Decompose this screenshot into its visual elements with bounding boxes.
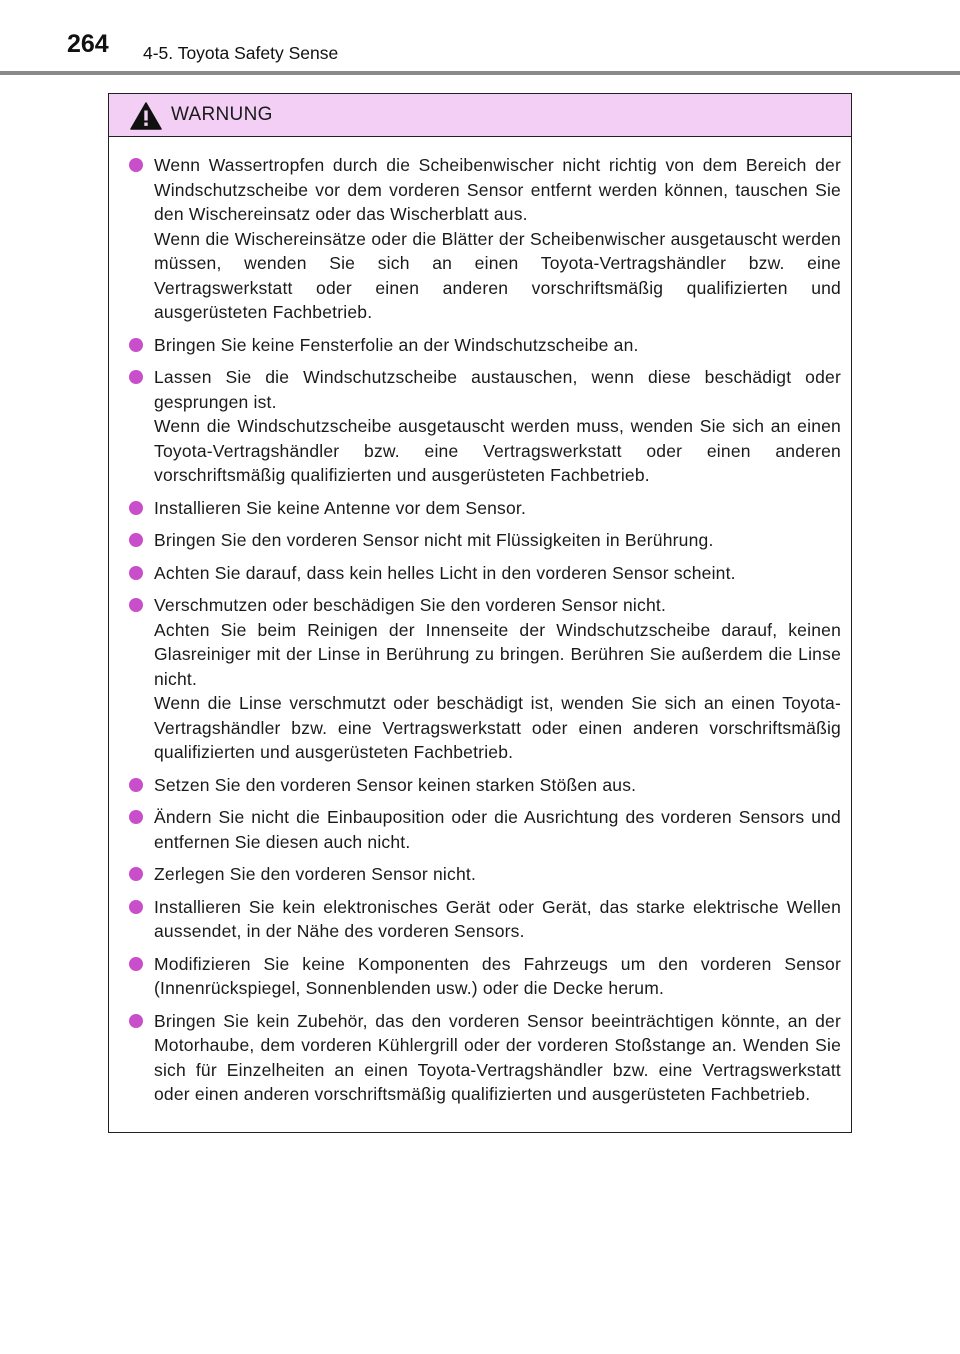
warning-triangle-icon <box>130 102 162 130</box>
warning-title: WARNUNG <box>171 104 273 125</box>
warning-item-text: Wenn die Wischereinsätze oder die Blätter der Scheibenwischer ausgetauscht werden müssen, wenden Sie sich an einen Toyota-Vertragshändler bzw. eine Vertragswerkstatt oder einen anderen vorschriftsmäßig qualifizierten und ausgerüsteten Fachbetrieb. <box>154 228 841 322</box>
warning-item-text: Installieren Sie keine Antenne vor dem Sensor. <box>154 497 527 518</box>
bullet-icon <box>129 810 143 824</box>
bullet-icon <box>129 1014 143 1028</box>
bullet-icon <box>129 867 143 881</box>
warning-item-text: Bringen Sie keine Fensterfolie an der Windschutzscheibe an. <box>154 334 639 355</box>
warning-item-text: Wenn die Windschutzscheibe ausgetauscht werden muss, wenden Sie sich an einen Toyota-Vertragshändler bzw. eine Vertragswerkstatt oder einen anderen vorschriftsmäßig qualifizierten und ausgerüsteten Fachbetrieb. <box>154 416 841 485</box>
warning-item-text: Bringen Sie den vorderen Sensor nicht mit Flüssigkeiten in Berührung. <box>154 530 714 550</box>
warning-item <box>129 333 841 358</box>
warning-item-text: Achten Sie darauf, dass kein helles Licht in den vorderen Sensor scheint. <box>154 562 736 583</box>
warning-item <box>129 153 841 325</box>
warning-item-text: Setzen Sie den vorderen Sensor keinen starken Stößen aus. <box>154 774 637 795</box>
page-header <box>0 0 960 76</box>
warning-box <box>108 93 852 1133</box>
warning-item-text: Bringen Sie kein Zubehör, das den vorderen Sensor beeinträchtigen könnte, an der Motorhaube, dem vorderen Kühlergrill oder der vorderen Stoßstange an. Wenden Sie sich für Einzelheiten an einen Toyota-Vertragshändler bzw. eine Vertragswerkstatt oder einen anderen vorschriftsmäßig qualifizierten und ausgerüsteten Fachbetrieb. <box>154 1010 841 1104</box>
warning-item <box>129 365 841 488</box>
bullet-icon <box>129 598 143 612</box>
warning-item-text: Installieren Sie kein elektronisches Gerät oder Gerät, das starke elektrische Wellen aussendet, in der Nähe des vorderen Sensors. <box>154 896 841 941</box>
bullet-icon <box>129 957 143 971</box>
bullet-icon <box>129 900 143 914</box>
header-rule <box>0 71 960 75</box>
warning-item <box>129 773 841 798</box>
bullet-icon <box>129 533 143 547</box>
warning-item-text: Modifizieren Sie keine Komponenten des Fahrzeugs um den vorderen Sensor (Innenrückspiegel, Sonnenblenden usw.) oder die Decke herum. <box>154 953 841 998</box>
warning-item-text: Wenn Wassertropfen durch die Scheibenwischer nicht richtig von dem Bereich der Windschutzscheibe vor dem vorderen Sensor entfernt werden können, tauschen Sie den Wischereinsatz oder das Wischerblatt aus. <box>154 155 841 224</box>
warning-item <box>129 496 841 521</box>
warning-item-text: Lassen Sie die Windschutzscheibe austauschen, wenn diese beschädigt oder gesprungen ist. <box>154 367 841 412</box>
warning-item <box>129 805 841 854</box>
bullet-icon <box>129 566 143 580</box>
warning-item <box>129 528 841 553</box>
warning-item-text: Ändern Sie nicht die Einbauposition oder die Ausrichtung des vorderen Sensors und entfernen Sie diesen auch nicht. <box>154 807 841 852</box>
warning-item <box>129 862 841 887</box>
warning-item-text: Achten Sie beim Reinigen der Innenseite der Windschutzscheibe darauf, keinen Glasreiniger mit der Linse in Berührung zu bringen. Berühren Sie außerdem die Linse nicht. <box>154 619 841 689</box>
bullet-icon <box>129 158 143 172</box>
warning-item <box>129 1009 841 1107</box>
page-number: 264 <box>67 30 109 58</box>
warning-item <box>129 895 841 944</box>
bullet-icon <box>129 778 143 792</box>
bullet-icon <box>129 338 143 352</box>
warning-item <box>129 593 841 765</box>
bullet-icon <box>129 370 143 384</box>
warning-item-text: Verschmutzen oder beschädigen Sie den vorderen Sensor nicht. <box>154 595 667 615</box>
section-title: 4-5. Toyota Safety Sense <box>143 43 339 63</box>
warning-item-text: Wenn die Linse verschmutzt oder beschädigt ist, wenden Sie sich an einen Toyota-Vertragshändler bzw. eine Vertragswerkstatt oder einen anderen vorschriftsmäßig qualifizierten und ausgerüsteten Fachbetrieb. <box>154 693 841 762</box>
warning-list <box>109 137 851 1107</box>
warning-item <box>129 952 841 1001</box>
bullet-icon <box>129 501 143 515</box>
warning-item-text: Zerlegen Sie den vorderen Sensor nicht. <box>154 864 477 884</box>
warning-header <box>109 94 851 137</box>
warning-item <box>129 561 841 586</box>
